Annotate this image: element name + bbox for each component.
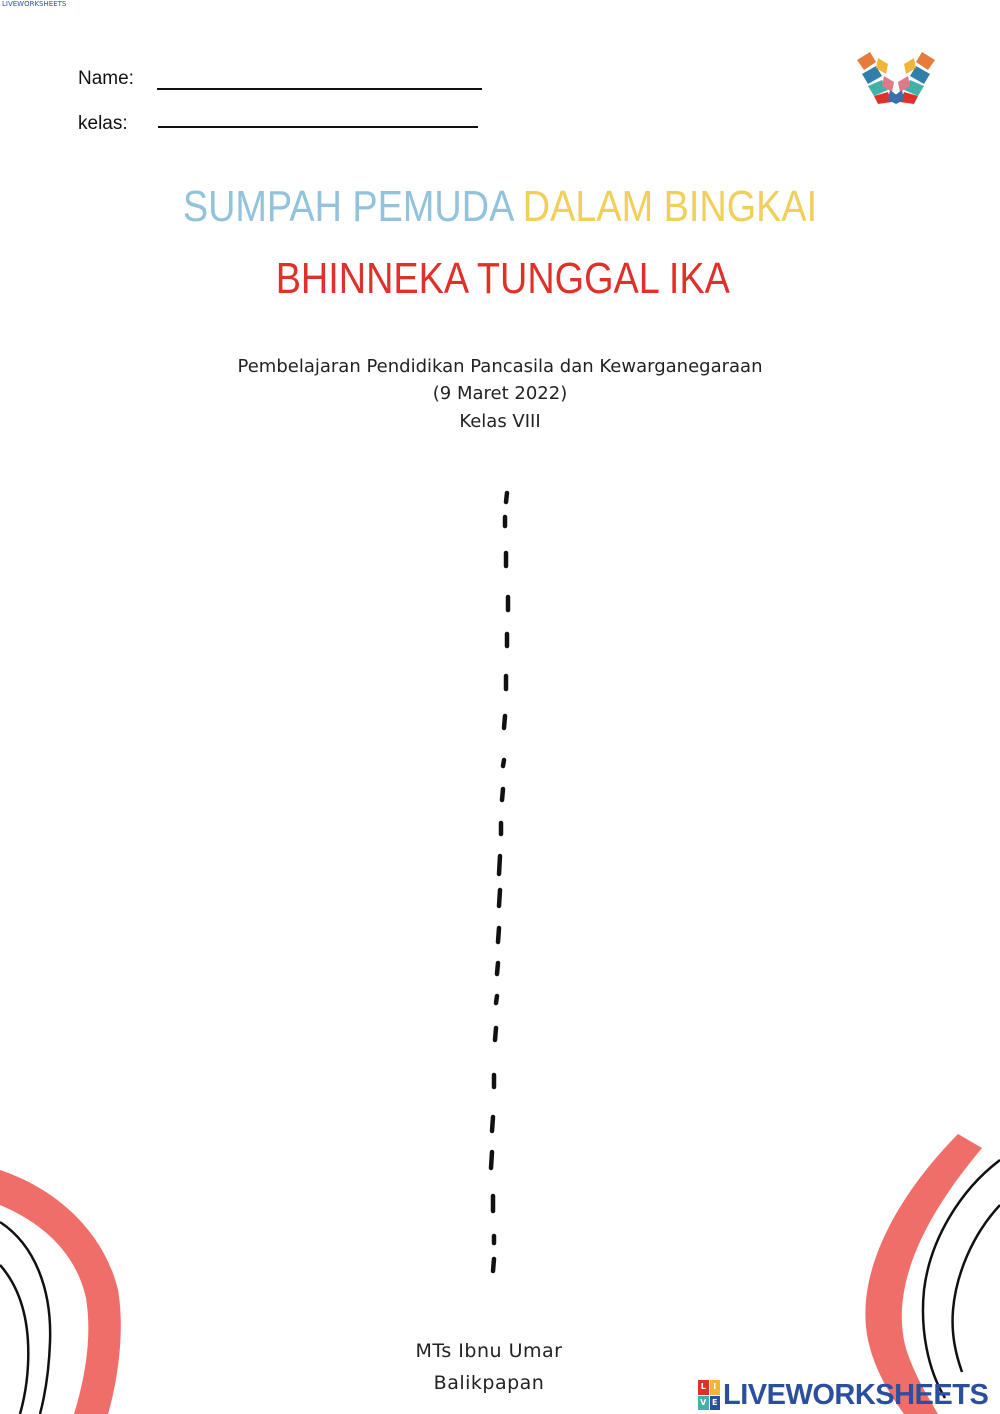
- title-part-2: DALAM BINGKAI: [522, 182, 818, 231]
- class-label: kelas:: [78, 113, 128, 134]
- school-city: Balikpapan: [433, 1372, 545, 1394]
- badge-letter: V: [698, 1396, 709, 1411]
- title-line-2: BHINNEKA TUNGGAL IKA: [275, 254, 730, 303]
- top-watermark: LIVEWORKSHEETS: [2, 0, 67, 8]
- school-name: MTs Ibnu Umar: [415, 1340, 563, 1362]
- badge-letter: I: [710, 1380, 721, 1395]
- dashed-divider: [491, 493, 508, 1271]
- butterfly-logo-icon: [857, 52, 935, 104]
- brand-text: LIVEWORKSHEETS: [723, 1378, 989, 1411]
- grade-line: Kelas VIII: [459, 411, 541, 432]
- brand-badge-icon: [698, 1380, 720, 1410]
- liveworksheets-brand[interactable]: [698, 1378, 988, 1412]
- name-label: Name:: [78, 68, 134, 89]
- badge-letter: L: [698, 1380, 709, 1395]
- date-line: (9 Maret 2022): [432, 383, 568, 404]
- subject-line: Pembelajaran Pendidikan Pancasila dan Kewarganegaraan: [237, 356, 763, 377]
- title-part-1: SUMPAH PEMUDA: [182, 182, 513, 231]
- badge-letter: E: [710, 1396, 721, 1411]
